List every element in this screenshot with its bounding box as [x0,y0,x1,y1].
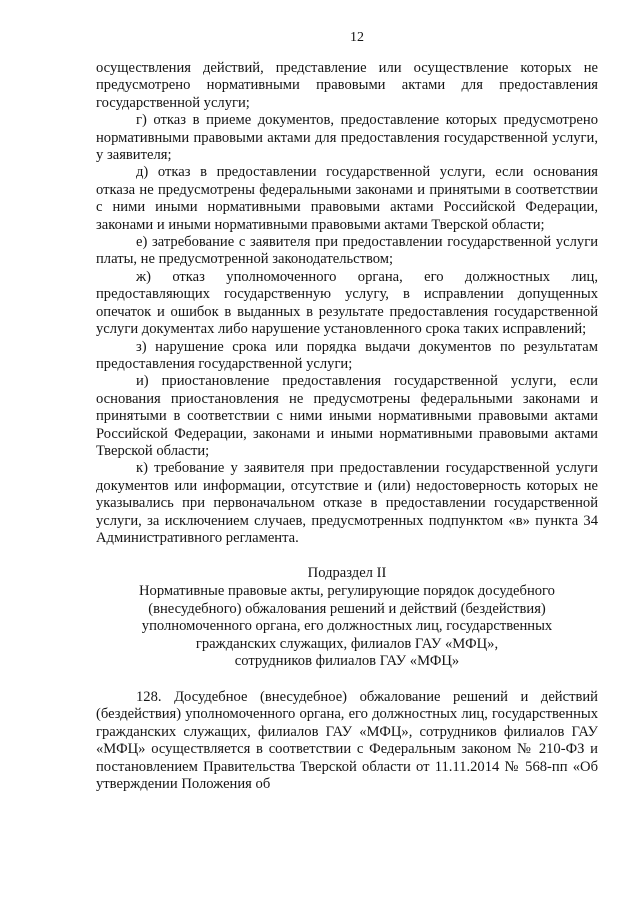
list-item-z: з) нарушение срока или порядка выдачи документов по результатам предоставления государственной услуги; [96,338,598,372]
list-item-zh: ж) отказ уполномоченного органа, его должностных лиц, предоставляющих государственную услугу, в исправлении допущенных опечаток и ошибок в выданных в результате предоставления государственной услуги документах либо нарушение установленного срока таких исправлений; [96,268,598,338]
section-title-line: Нормативные правовые акты, регулирующие порядок досудебного [139,582,555,599]
list-item-e: е) затребование с заявителя при предоставлении государственной услуги платы, не предусмотренной законодательством; [96,234,598,268]
section-title-line: сотрудников филиалов ГАУ «МФЦ» [234,653,460,670]
section-label: Подраздел II [307,565,387,582]
section-title-line: гражданских служащих, филиалов ГАУ «МФЦ», [195,635,499,652]
list-item-g: г) отказ в приеме документов, предоставление которых предусмотрено нормативными правовыми актами для предоставления государственной услуги, у заявителя; [96,112,598,164]
paragraph-continuation: осуществления действий, представление или осуществление которых не предусмотрено нормативными правовыми актами для предоставления государственной услуги; [96,60,598,111]
section-title-line: (внесудебного) обжалования решений и действий (бездействия) [148,600,546,617]
page-number: 12 [350,30,364,45]
list-item-i: и) приостановление предоставления государственной услуги, если основания приостановления не предусмотрены федеральными законами и принятыми в соответствии с ними иными нормативными правовыми актами Российской Федерации, законами и иными нормативными правовыми актами Тверской области; [96,373,598,459]
list-item-k: к) требование у заявителя при предоставлении государственной услуги документов или информации, отсутствие и (или) недостоверность которых не указывались при первоначальном отказе в предоставлении государственной услуги, за исключением случаев, предусмотренных подпунктом «в» пункта 34 Административного регламента. [96,460,598,546]
section-heading [96,565,598,671]
list-item-d: д) отказ в предоставлении государственной услуги, если основания отказа не предусмотрены федеральными законами и принятыми в соответствии с ними иными нормативными правовыми актами Российской Федерации, законами и иными нормативными правовыми актами Тверской области; [96,164,598,233]
paragraph-128: 128. Досудебное (внесудебное) обжалование решений и действий (бездействия) уполномоченного органа, его должностных лиц, государственных гражданских служащих, филиалов ГАУ «МФЦ», сотрудников филиалов ГАУ «МФЦ» осуществляется в соответствии с Федеральным законом № 210-ФЗ и постановлением Правительства Тверской области от 11.11.2014 № 568-пп «Об утверждении Положения об [96,688,598,792]
section-title-line: уполномоченного органа, его должностных лиц, государственных [141,618,553,635]
